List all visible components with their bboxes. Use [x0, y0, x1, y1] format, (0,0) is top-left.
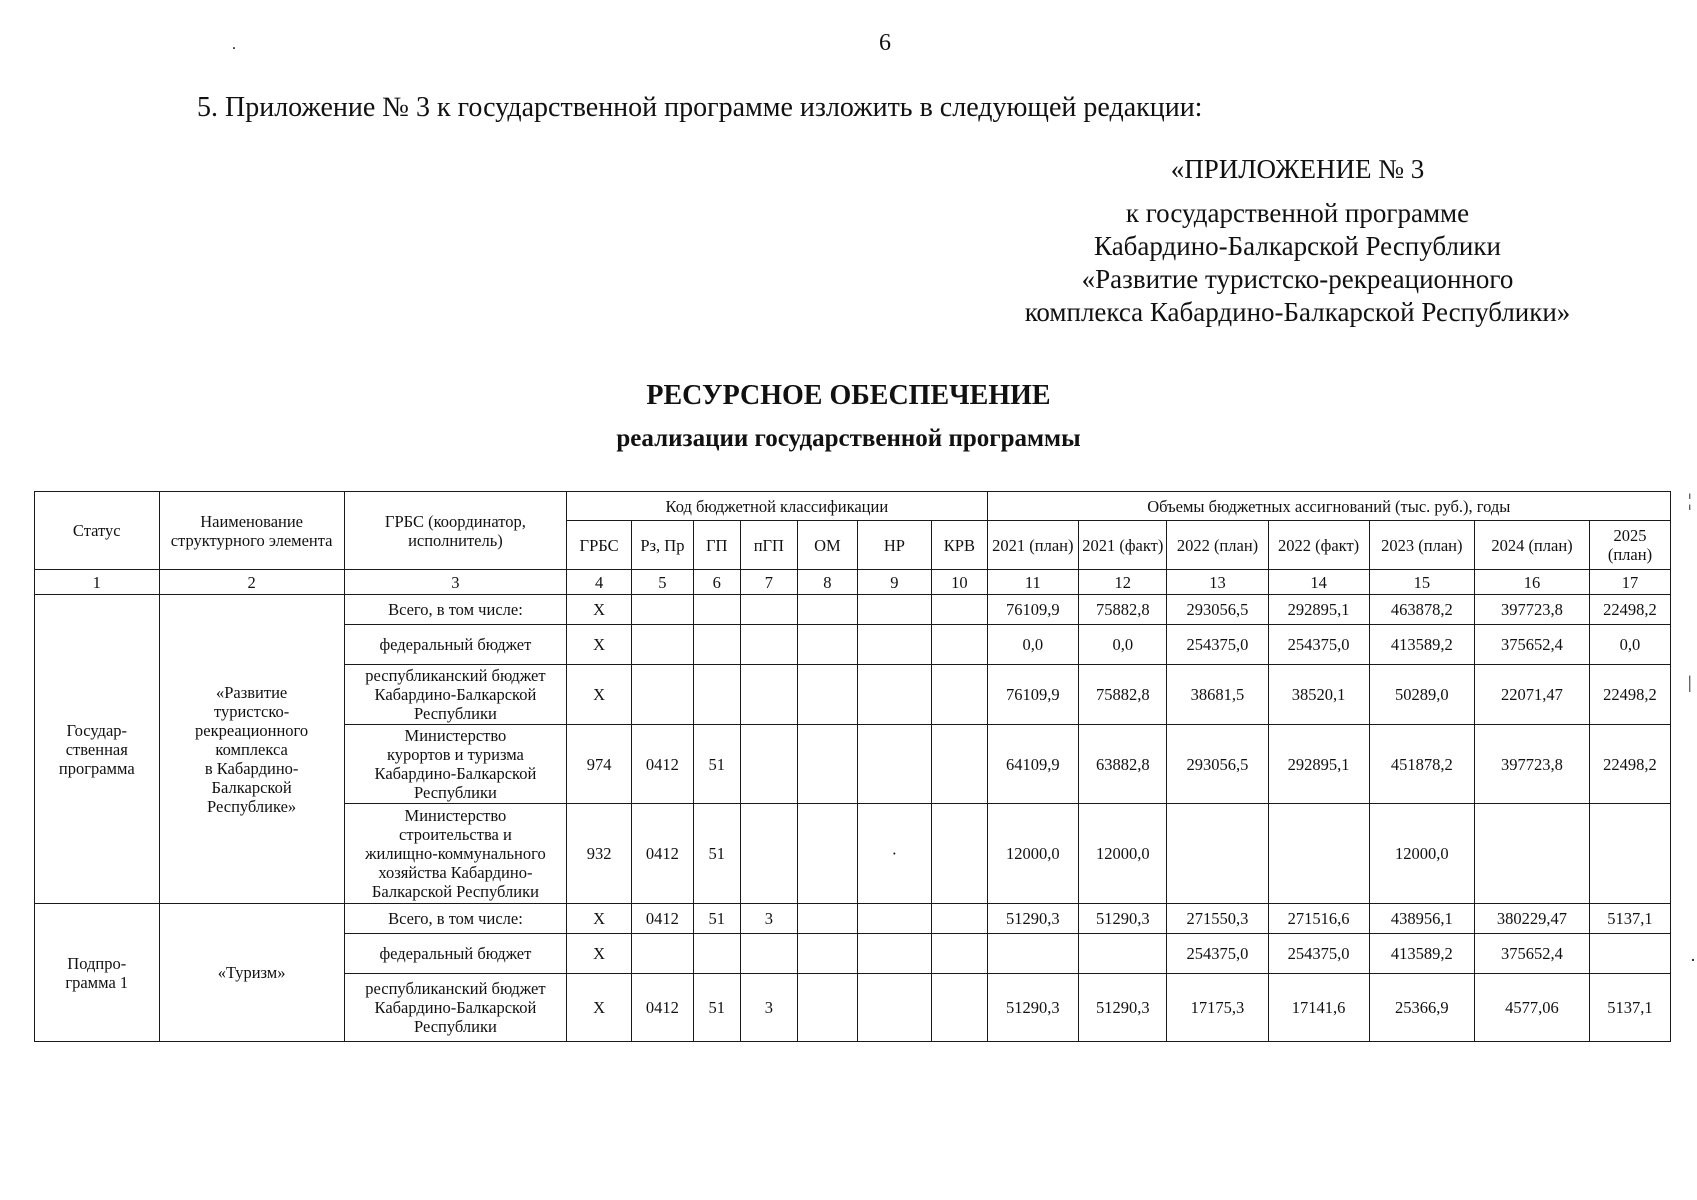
margin-mark: | [1688, 672, 1692, 692]
value-cell [1475, 804, 1590, 904]
header-grbs: ГРБС (координатор, исполнитель) [344, 492, 566, 570]
value-cell: 293056,5 [1167, 725, 1268, 804]
code-cell: 51 [693, 904, 740, 934]
header-code-col: ГРБС [567, 521, 632, 570]
value-cell: 75882,8 [1079, 595, 1167, 625]
column-number: 4 [567, 570, 632, 595]
value-cell: 25366,9 [1369, 974, 1474, 1042]
code-cell [932, 974, 987, 1042]
column-number: 9 [857, 570, 932, 595]
value-cell: 375652,4 [1475, 934, 1590, 974]
value-cell: 38681,5 [1167, 665, 1268, 725]
header-code-col: Рз, Пр [632, 521, 694, 570]
code-cell [932, 934, 987, 974]
appendix-line: «Развитие туристско-рекреационного [1081, 264, 1514, 294]
value-cell: 12000,0 [1369, 804, 1474, 904]
value-cell: 5137,1 [1589, 904, 1670, 934]
column-number-row [35, 570, 1671, 595]
value-cell: 51290,3 [1079, 974, 1167, 1042]
header-status: Статус [35, 492, 160, 570]
header-year-col: 2021 (факт) [1079, 521, 1167, 570]
code-cell [798, 595, 858, 625]
column-number: 17 [1589, 570, 1670, 595]
value-cell: 397723,8 [1475, 595, 1590, 625]
value-cell: 51290,3 [1079, 904, 1167, 934]
header-budget-code: Код бюджетной классификации [567, 492, 987, 521]
column-number: 1 [35, 570, 160, 595]
value-cell: 293056,5 [1167, 595, 1268, 625]
code-cell [798, 974, 858, 1042]
code-cell [798, 904, 858, 934]
code-cell [798, 725, 858, 804]
code-cell: 51 [693, 804, 740, 904]
value-cell: 271516,6 [1268, 904, 1369, 934]
value-cell: 380229,47 [1475, 904, 1590, 934]
code-cell: · [857, 804, 932, 904]
header-code-col: пГП [740, 521, 797, 570]
value-cell: 375652,4 [1475, 625, 1590, 665]
document-subtitle: реализации государственной программы [616, 425, 1081, 452]
value-cell [1079, 934, 1167, 974]
code-cell [632, 595, 694, 625]
header-year-col: 2024 (план) [1475, 521, 1590, 570]
code-cell [740, 665, 797, 725]
value-cell: 292895,1 [1268, 725, 1369, 804]
table-body [35, 595, 1671, 1042]
document-title: РЕСУРСНОЕ ОБЕСПЕЧЕНИЕ [646, 380, 1051, 411]
instruction-paragraph: 5. Приложение № 3 к государственной программе изложить в следующей редакции: [197, 92, 1203, 123]
value-cell: 5137,1 [1589, 974, 1670, 1042]
value-cell: 51290,3 [987, 904, 1079, 934]
column-number: 14 [1268, 570, 1369, 595]
code-cell [932, 725, 987, 804]
code-cell [693, 595, 740, 625]
value-cell: 0,0 [1589, 625, 1670, 665]
column-number: 8 [798, 570, 858, 595]
status-cell: Государ- ственная программа [35, 595, 160, 904]
value-cell: 22498,2 [1589, 595, 1670, 625]
code-cell: X [567, 934, 632, 974]
value-cell: 413589,2 [1369, 625, 1474, 665]
column-number: 11 [987, 570, 1079, 595]
value-cell: 413589,2 [1369, 934, 1474, 974]
code-cell: 0412 [632, 804, 694, 904]
code-cell [693, 934, 740, 974]
code-cell: 3 [740, 974, 797, 1042]
grbs-cell: Всего, в том числе: [344, 595, 566, 625]
table-row [35, 904, 1671, 934]
header-code-col: ОМ [798, 521, 858, 570]
code-cell: 0412 [632, 974, 694, 1042]
value-cell: 51290,3 [987, 974, 1079, 1042]
value-cell: 254375,0 [1167, 625, 1268, 665]
grbs-cell: республиканский бюджет Кабардино-Балкарской Республики [344, 665, 566, 725]
code-cell [740, 934, 797, 974]
header-code-col: КРВ [932, 521, 987, 570]
value-cell: 254375,0 [1167, 934, 1268, 974]
value-cell: 463878,2 [1369, 595, 1474, 625]
column-number: 7 [740, 570, 797, 595]
grbs-cell: федеральный бюджет [344, 625, 566, 665]
code-cell [740, 595, 797, 625]
value-cell: 22498,2 [1589, 665, 1670, 725]
column-number: 15 [1369, 570, 1474, 595]
code-cell: X [567, 904, 632, 934]
code-cell [857, 595, 932, 625]
header-code-col: ГП [693, 521, 740, 570]
header-year-col: 2022 (факт) [1268, 521, 1369, 570]
value-cell: 12000,0 [1079, 804, 1167, 904]
value-cell: 271550,3 [1167, 904, 1268, 934]
code-cell [632, 934, 694, 974]
code-cell [857, 625, 932, 665]
code-cell [798, 665, 858, 725]
code-cell [857, 934, 932, 974]
code-cell: 3 [740, 904, 797, 934]
element-name-cell: «Развитие туристско- рекреационного комплекса в Кабардино- Балкарской Республике» [159, 595, 344, 904]
column-number: 5 [632, 570, 694, 595]
margin-mark: · [1690, 950, 1696, 970]
code-cell [857, 725, 932, 804]
column-number: 2 [159, 570, 344, 595]
value-cell: 0,0 [1079, 625, 1167, 665]
value-cell: 0,0 [987, 625, 1079, 665]
column-number: 3 [344, 570, 566, 595]
grbs-cell: федеральный бюджет [344, 934, 566, 974]
header-code-col: НР [857, 521, 932, 570]
value-cell [1589, 804, 1670, 904]
element-name-cell: «Туризм» [159, 904, 344, 1042]
column-number: 6 [693, 570, 740, 595]
value-cell: 17175,3 [1167, 974, 1268, 1042]
stray-dot-mark: . [232, 36, 236, 53]
appendix-line: Кабардино-Балкарской Республики [1094, 231, 1501, 261]
code-cell: X [567, 595, 632, 625]
value-cell: 254375,0 [1268, 625, 1369, 665]
code-cell [932, 625, 987, 665]
value-cell: 50289,0 [1369, 665, 1474, 725]
header-year-col: 2023 (план) [1369, 521, 1474, 570]
value-cell: 397723,8 [1475, 725, 1590, 804]
code-cell [798, 804, 858, 904]
code-cell [857, 974, 932, 1042]
code-cell: 0412 [632, 725, 694, 804]
code-cell: 51 [693, 974, 740, 1042]
value-cell: 64109,9 [987, 725, 1079, 804]
value-cell [1589, 934, 1670, 974]
value-cell: 22498,2 [1589, 725, 1670, 804]
code-cell [632, 665, 694, 725]
code-cell: 932 [567, 804, 632, 904]
column-number: 13 [1167, 570, 1268, 595]
code-cell [857, 665, 932, 725]
code-cell [932, 804, 987, 904]
appendix-caption [930, 197, 1665, 329]
code-cell [798, 625, 858, 665]
code-cell: 51 [693, 725, 740, 804]
value-cell: 12000,0 [987, 804, 1079, 904]
value-cell: 38520,1 [1268, 665, 1369, 725]
code-cell: 974 [567, 725, 632, 804]
grbs-cell: Министерство курортов и туризма Кабардино-Балкарской Республики [344, 725, 566, 804]
code-cell [857, 904, 932, 934]
code-cell [932, 595, 987, 625]
value-cell [1167, 804, 1268, 904]
code-cell [693, 665, 740, 725]
code-cell [740, 725, 797, 804]
code-cell: X [567, 974, 632, 1042]
value-cell: 75882,8 [1079, 665, 1167, 725]
grbs-cell: республиканский бюджет Кабардино-Балкарской Республики [344, 974, 566, 1042]
code-cell: 0412 [632, 904, 694, 934]
value-cell: 17141,6 [1268, 974, 1369, 1042]
code-cell [740, 625, 797, 665]
value-cell: 63882,8 [1079, 725, 1167, 804]
header-year-col: 2022 (план) [1167, 521, 1268, 570]
value-cell: 76109,9 [987, 595, 1079, 625]
column-number: 12 [1079, 570, 1167, 595]
header-year-col: 2025 (план) [1589, 521, 1670, 570]
grbs-cell: Министерство строительства и жилищно-коммунального хозяйства Кабардино- Балкарской Республики [344, 804, 566, 904]
value-cell: 254375,0 [1268, 934, 1369, 974]
resource-table [34, 491, 1671, 1042]
page-number: 6 [879, 30, 891, 56]
grbs-cell: Всего, в том числе: [344, 904, 566, 934]
code-cell [798, 934, 858, 974]
code-cell [632, 625, 694, 665]
value-cell [987, 934, 1079, 974]
margin-mark: ¦ [1688, 490, 1692, 510]
code-cell [932, 904, 987, 934]
code-cell: X [567, 625, 632, 665]
header-element-name: Наименование структурного элемента [159, 492, 344, 570]
table-row [35, 595, 1671, 625]
header-year-col: 2021 (план) [987, 521, 1079, 570]
code-cell [932, 665, 987, 725]
value-cell: 76109,9 [987, 665, 1079, 725]
status-cell: Подпро- грамма 1 [35, 904, 160, 1042]
appendix-line: к государственной программе [1125, 198, 1470, 228]
value-cell: 451878,2 [1369, 725, 1474, 804]
code-cell [740, 804, 797, 904]
code-cell: X [567, 665, 632, 725]
value-cell: 4577,06 [1475, 974, 1590, 1042]
column-number: 16 [1475, 570, 1590, 595]
value-cell: 22071,47 [1475, 665, 1590, 725]
appendix-heading: «ПРИЛОЖЕНИЕ № 3 [1170, 154, 1425, 184]
column-number: 10 [932, 570, 987, 595]
appendix-line: комплекса Кабардино-Балкарской Республики» [1024, 297, 1571, 327]
value-cell [1268, 804, 1369, 904]
header-budget-volumes: Объемы бюджетных ассигнований (тыс. руб.), годы [987, 492, 1670, 521]
value-cell: 292895,1 [1268, 595, 1369, 625]
value-cell: 438956,1 [1369, 904, 1474, 934]
code-cell [693, 625, 740, 665]
